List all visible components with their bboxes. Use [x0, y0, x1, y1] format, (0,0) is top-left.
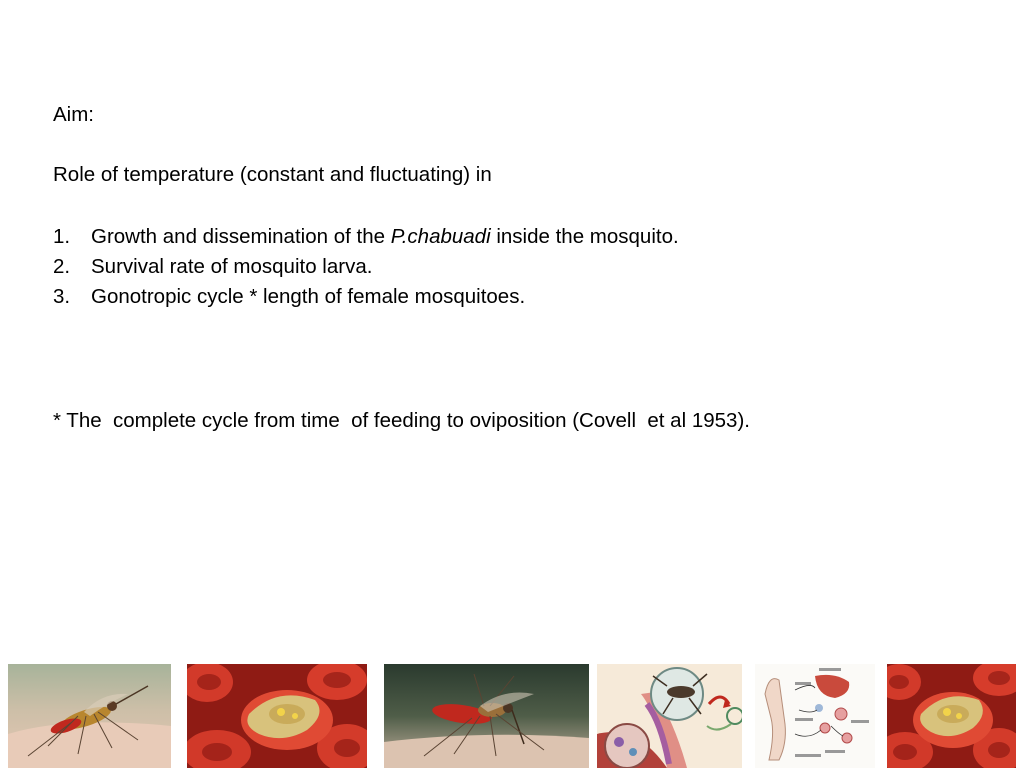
mosquito-feeding-photo	[384, 664, 589, 768]
list-item	[53, 222, 993, 252]
mosquito-on-skin-photo	[8, 664, 171, 768]
footnote: * The complete cycle from time of feeding to oviposition (Covell et al 1953).	[53, 409, 750, 432]
list-item-number: 3.	[53, 285, 71, 308]
role-line: Role of temperature (constant and fluctuating) in	[53, 163, 492, 186]
list-item-text: Gonotropic cycle * length of female mosquitoes.	[91, 285, 526, 308]
list-item-text: Survival rate of mosquito larva.	[91, 255, 373, 278]
list-item-italic-text: P.chabuadi	[390, 225, 491, 248]
list-item-number: 2.	[53, 255, 71, 278]
list-item	[53, 282, 993, 312]
malaria-life-cycle-diagram	[755, 664, 875, 768]
list-item-text-end: inside the mosquito.	[490, 225, 679, 248]
slide-body	[53, 100, 993, 436]
list-item-number: 1.	[53, 225, 71, 248]
list-item-text: Growth and dissemination of the	[91, 225, 391, 248]
red-blood-cells-parasite-image	[187, 664, 367, 768]
mosquito-transmission-illustration	[597, 664, 742, 768]
red-blood-cells-parasite-image-2	[887, 664, 1016, 768]
aim-label: Aim:	[53, 103, 94, 126]
list-item	[53, 252, 993, 282]
image-strip	[0, 664, 1024, 768]
